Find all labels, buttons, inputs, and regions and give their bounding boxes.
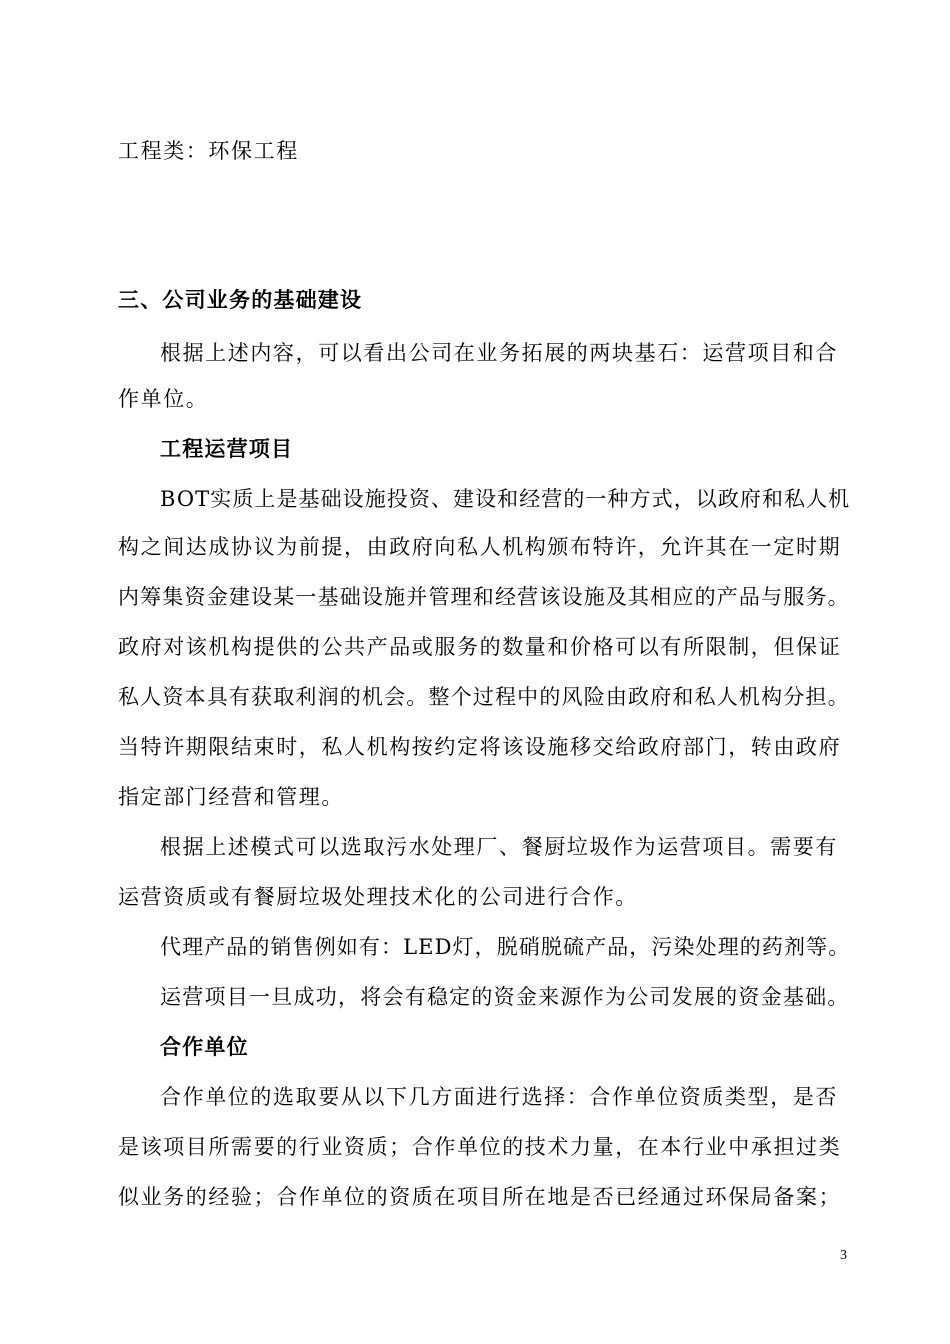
- bot-line-4: 政府对该机构提供的公共产品或服务的数量和价格可以有所限制，但保证: [118, 635, 842, 659]
- subheading-partners: 合作单位: [160, 1035, 249, 1059]
- page-number: 3: [840, 1248, 847, 1263]
- subheading-operation-projects: 工程运营项目: [160, 437, 294, 461]
- agency-products-line: 代理产品的销售例如有：LED灯，脱硝脱硫产品，污染处理的药剂等。: [160, 935, 851, 959]
- partner-line-3: 似业务的经验；合作单位的资质在项目所在地是否已经通过环保局备案；: [118, 1185, 842, 1209]
- bot-line-7: 指定部门经营和管理。: [118, 785, 344, 809]
- bot-line-5: 私人资本具有获取利润的机会。整个过程中的风险由政府和私人机构分担。: [118, 685, 850, 709]
- partner-line-2: 是该项目所需要的行业资质；合作单位的技术力量，在本行业中承担过类: [118, 1135, 842, 1159]
- section-heading: 三、公司业务的基础建设: [118, 288, 363, 312]
- category-line: 工程类：环保工程: [118, 139, 299, 163]
- bot-line-2: 构之间达成协议为前提，由政府向私人机构颁布特许，允许其在一定时期: [118, 535, 842, 559]
- mode-line-1: 根据上述模式可以选取污水处理厂、餐厨垃圾作为运营项目。需要有: [160, 835, 838, 859]
- partner-line-1: 合作单位的选取要从以下几方面进行选择：合作单位资质类型，是否: [160, 1085, 838, 1109]
- intro-line-2: 作单位。: [118, 387, 209, 411]
- bot-line-6: 当特许期限结束时，私人机构按约定将该设施移交给政府部门，转由政府: [118, 735, 842, 759]
- intro-line-1: 根据上述内容，可以看出公司在业务拓展的两块基石：运营项目和合: [160, 341, 838, 365]
- bot-line-1: BOT实质上是基础设施投资、建设和经营的一种方式，以政府和私人机: [160, 487, 851, 511]
- mode-line-2: 运营资质或有餐厨垃圾处理技术化的公司进行合作。: [118, 885, 638, 909]
- success-line: 运营项目一旦成功，将会有稳定的资金来源作为公司发展的资金基础。: [160, 985, 850, 1009]
- bot-line-3: 内筹集资金建设某一基础设施并管理和经营该设施及其相应的产品与服务。: [118, 585, 850, 609]
